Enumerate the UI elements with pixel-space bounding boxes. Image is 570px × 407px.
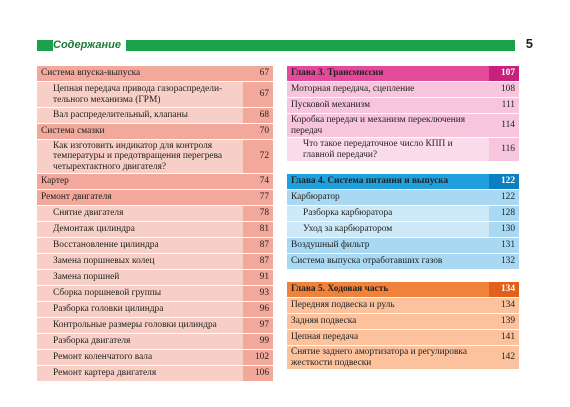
toc-entry-page: 87 (243, 238, 273, 253)
toc-entry[interactable] (37, 108, 273, 124)
section-gap (287, 270, 519, 282)
toc-entry-title: Разборка карбюратора (303, 208, 393, 219)
toc-entry[interactable] (287, 98, 519, 114)
toc-entry[interactable] (287, 330, 519, 346)
toc-entry-page: 131 (500, 240, 515, 251)
toc-entry[interactable] (37, 350, 273, 366)
section-gap (287, 162, 519, 174)
toc-entry-page: 128 (489, 206, 519, 221)
toc-entry-title: Ремонт картера двигателя (53, 368, 157, 379)
toc-entry-page: 81 (243, 222, 273, 237)
toc-entry[interactable] (37, 222, 273, 238)
toc-entry-page: 108 (500, 84, 515, 95)
toc-entry[interactable] (287, 346, 519, 370)
toc-entry-title: Цепная передача привода газораспредели-тельного механизма (ГРМ) (53, 84, 223, 105)
toc-entry-title: Демонтаж цилиндра (53, 224, 135, 235)
toc-entry-title: Коробка передач и механизм переключения передач (291, 115, 466, 136)
toc-entry-page: 72 (243, 140, 273, 173)
toc-entry-title: Разборка двигателя (53, 336, 131, 347)
toc-entry[interactable] (287, 222, 519, 238)
toc-entry-title: Замена поршней (53, 272, 120, 283)
toc-entry-title: Разборка головки цилиндра (53, 304, 164, 315)
toc-entry[interactable] (287, 138, 519, 162)
toc-entry-page: 97 (243, 318, 273, 333)
toc-entry[interactable] (287, 190, 519, 206)
toc-entry-title: Ремонт коленчатого вала (53, 352, 153, 363)
toc-entry-title: Снятие двигателя (53, 208, 124, 219)
chapter-page-badge: 134 (489, 282, 519, 297)
toc-entry-page: 106 (243, 366, 273, 381)
toc-entry-page: 102 (243, 350, 273, 365)
toc-entry[interactable] (287, 314, 519, 330)
toc-entry[interactable] (37, 238, 273, 254)
toc-entry-title: Как изготовить индикатор для контроля температуры и предотвращения перегрева четырехтактного двигателя? (53, 140, 223, 172)
toc-entry[interactable] (37, 334, 273, 350)
toc-entry-title: Уход за карбюратором (303, 224, 393, 235)
toc-entry-title: Воздушный фильтр (291, 240, 370, 251)
toc-entry-page: 74 (259, 176, 269, 187)
toc-entry-page: 139 (500, 316, 515, 327)
toc-entry[interactable] (37, 82, 273, 108)
toc-entry-title: Цепная передача (291, 332, 359, 343)
toc-entry[interactable] (37, 302, 273, 318)
toc-entry-page: 142 (500, 352, 515, 363)
chapter-page-badge: 107 (489, 66, 519, 81)
toc-entry-page: 122 (500, 192, 515, 203)
chapter-heading[interactable] (287, 282, 519, 298)
toc-entry-title: Картер (41, 176, 69, 187)
toc-entry-page: 78 (243, 206, 273, 221)
toc-entry-title: Сборка поршневой группы (53, 288, 162, 299)
chapter-page-badge: 122 (489, 174, 519, 189)
toc-entry-title: Вал распределительный, клапаны (53, 110, 188, 121)
toc-entry[interactable] (37, 366, 273, 382)
chapter-title: Глава 5. Ходовая часть (291, 284, 389, 295)
toc-entry[interactable] (37, 124, 273, 140)
toc-entry-title: Система смазки (41, 126, 105, 137)
toc-entry-page: 68 (243, 108, 273, 123)
toc-entry-page: 87 (243, 254, 273, 269)
toc-entry-page: 91 (243, 270, 273, 285)
toc-entry-title: Замена поршневых колец (53, 256, 155, 267)
toc-entry[interactable] (37, 190, 273, 206)
toc-entry-title: Ремонт двигателя (41, 192, 112, 203)
page-header (37, 37, 533, 55)
toc-entry-page: 141 (500, 332, 515, 343)
toc-entry[interactable] (287, 254, 519, 270)
toc-entry-page: 130 (489, 222, 519, 237)
toc-entry-page: 67 (259, 68, 269, 79)
chapter-heading[interactable] (287, 174, 519, 190)
chapter-heading[interactable] (287, 66, 519, 82)
toc-entry-title: Система впуска-выпуска (41, 68, 141, 79)
toc-left-column (37, 66, 273, 382)
chapter-title: Глава 4. Система питания и выпуска (291, 176, 449, 187)
toc-entry[interactable] (37, 66, 273, 82)
chapter-title: Глава 3. Трансмиссия (291, 68, 384, 79)
toc-entry-page: 99 (243, 334, 273, 349)
toc-entry[interactable] (37, 140, 273, 174)
toc-entry-title: Снятие заднего амортизатора и регулировка жесткости подвески (291, 347, 467, 368)
page-number: 5 (525, 36, 533, 51)
toc-entry[interactable] (37, 270, 273, 286)
toc-entry-page: 93 (243, 286, 273, 301)
page-title: Содержание (53, 38, 126, 53)
toc-entry-page: 134 (500, 300, 515, 311)
toc-right-column (287, 66, 519, 370)
toc-entry[interactable] (37, 206, 273, 222)
toc-entry[interactable] (287, 82, 519, 98)
toc-entry-title: Пусковой механизм (291, 100, 371, 111)
toc-entry[interactable] (287, 114, 519, 138)
toc-entry-title: Восстановление цилиндра (53, 240, 159, 251)
toc-entry-title: Задняя подвеска (291, 316, 357, 327)
toc-entry[interactable] (37, 174, 273, 190)
toc-entry-page: 70 (259, 126, 269, 137)
toc-entry-page: 77 (259, 192, 269, 203)
toc-entry-title: Моторная передача, сцепление (291, 84, 415, 95)
toc-entry-title: Передняя подвеска и руль (291, 300, 395, 311)
toc-entry-title: Контрольные размеры головки цилиндра (53, 320, 217, 331)
toc-entry[interactable] (37, 254, 273, 270)
toc-entry[interactable] (287, 298, 519, 314)
toc-entry-page: 132 (500, 256, 515, 267)
toc-entry[interactable] (37, 286, 273, 302)
toc-entry-title: Что такое передаточное число КПП и главной передачи? (303, 139, 453, 160)
toc-entry[interactable] (287, 206, 519, 222)
toc-entry-page: 111 (501, 100, 515, 111)
toc-entry-title: Карбюратор (291, 192, 340, 203)
toc-entry[interactable] (287, 238, 519, 254)
toc-entry-page: 96 (243, 302, 273, 317)
toc-entry[interactable] (37, 318, 273, 334)
toc-entry-title: Система выпуска отработавших газов (291, 256, 443, 267)
toc-entry-page: 114 (501, 120, 515, 131)
toc-entry-page: 116 (489, 138, 519, 161)
toc-entry-page: 67 (243, 82, 273, 107)
